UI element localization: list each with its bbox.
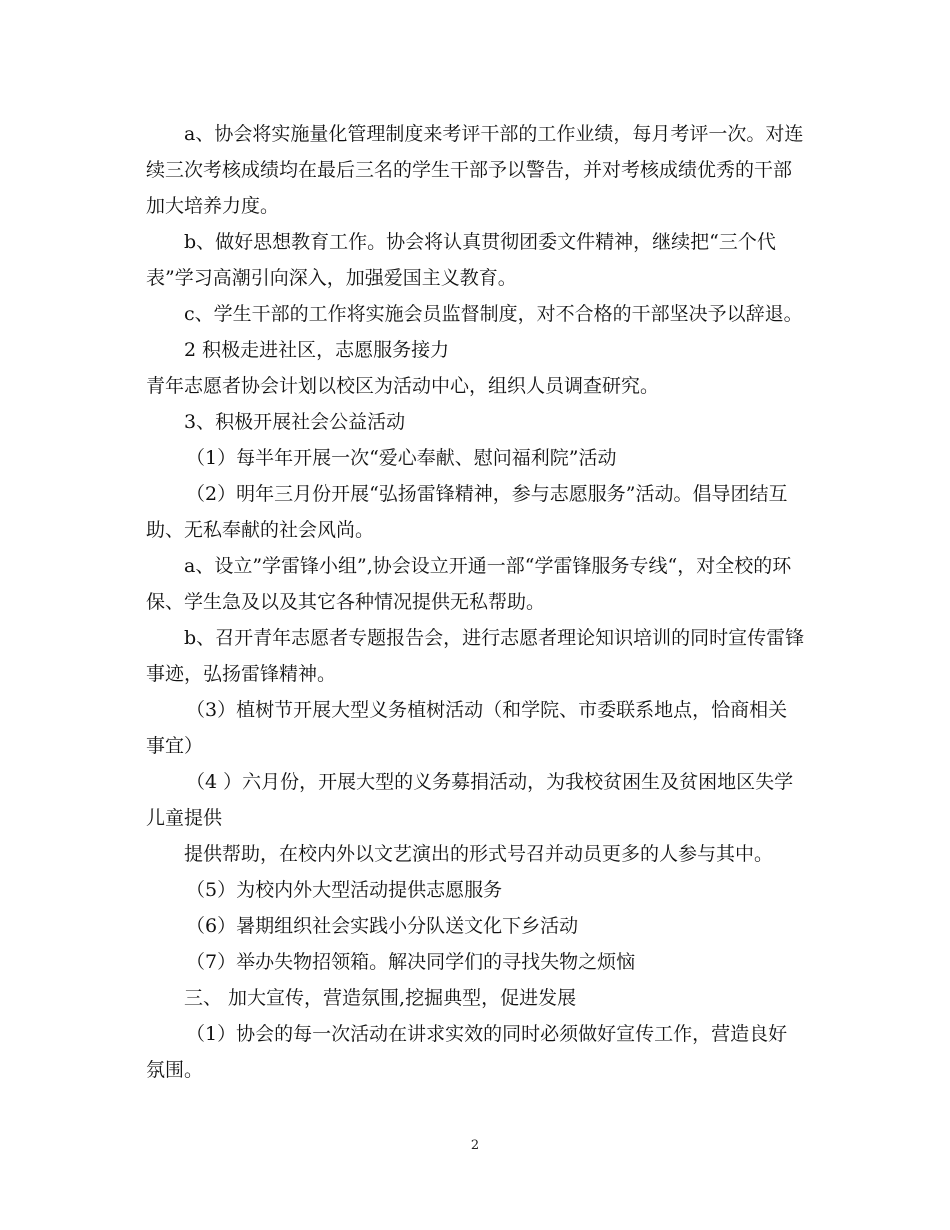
list-item-3: （3）植树节开展大型义务植树活动（和学院、市委联系地点，恰商相关事宜） [146, 699, 788, 757]
list-item-5: （5）为校内外大型活动提供志愿服务 [186, 879, 503, 901]
paragraph-a-assessment: a、协会将实施量化管理制度来考评干部的工作业绩，每月考评一次。对连续三次考核成绩均在最后三名的学生干部予以警告，并对考核成绩优秀的干部加大培养力度。 [146, 123, 804, 217]
page-number: 2 [470, 1138, 480, 1153]
heading-publicity: 三、 加大宣传，营造氛围,挖掘典型，促进发展 [184, 987, 577, 1009]
paragraph-b-education: b、做好思想教育工作。协会将认真贯彻团委文件精神，继续把“三个代表”学习高潮引向深入，加强爱国主义教育。 [146, 231, 776, 289]
paragraph-c-supervision: c、学生干部的工作将实施会员监督制度，对不合格的干部坚决予以辞退。 [184, 303, 803, 325]
list-item-6: （6）暑期组织社会实践小分队送文化下乡活动 [186, 915, 579, 937]
list-item-publicity-1: （1）协会的每一次活动在讲求实效的同时必须做好宣传工作，营造良好氛围。 [146, 1023, 788, 1081]
list-item-4: （4 ）六月份，开展大型的义务募捐活动，为我校贫困生及贫困地区失学儿童提供 [146, 771, 794, 829]
paragraph-provide-help: 提供帮助，在校内外以文艺演出的形式号召并动员更多的人参与其中。 [184, 843, 774, 865]
list-item-2: （2）明年三月份开展“弘扬雷锋精神，参与志愿服务”活动。倡导团结互助、无私奉献的社会风尚。 [146, 483, 788, 541]
list-item-1: （1）每半年开展一次“爱心奉献、慰问福利院”活动 [186, 447, 617, 469]
paragraph-activity-center: 青年志愿者协会计划以校区为活动中心，组织人员调查研究。 [146, 375, 660, 397]
heading-community-service: 2 积极走进社区，志愿服务接力 [184, 339, 450, 361]
paragraph-a-leifeng-group: a、设立”学雷锋小组”,协会设立开通一部“学雷锋服务专线“，对全校的环保、学生急及以及其它各种情况提供无私帮助。 [146, 555, 792, 613]
heading-public-welfare: 3、积极开展社会公益活动 [184, 411, 406, 433]
list-item-7: （7）举办失物招领箱。解决同学们的寻找失物之烦恼 [186, 951, 636, 973]
paragraph-b-report-meeting: b、召开青年志愿者专题报告会，进行志愿者理论知识培训的同时宣传雷锋事迹，弘扬雷锋精神。 [146, 627, 805, 685]
